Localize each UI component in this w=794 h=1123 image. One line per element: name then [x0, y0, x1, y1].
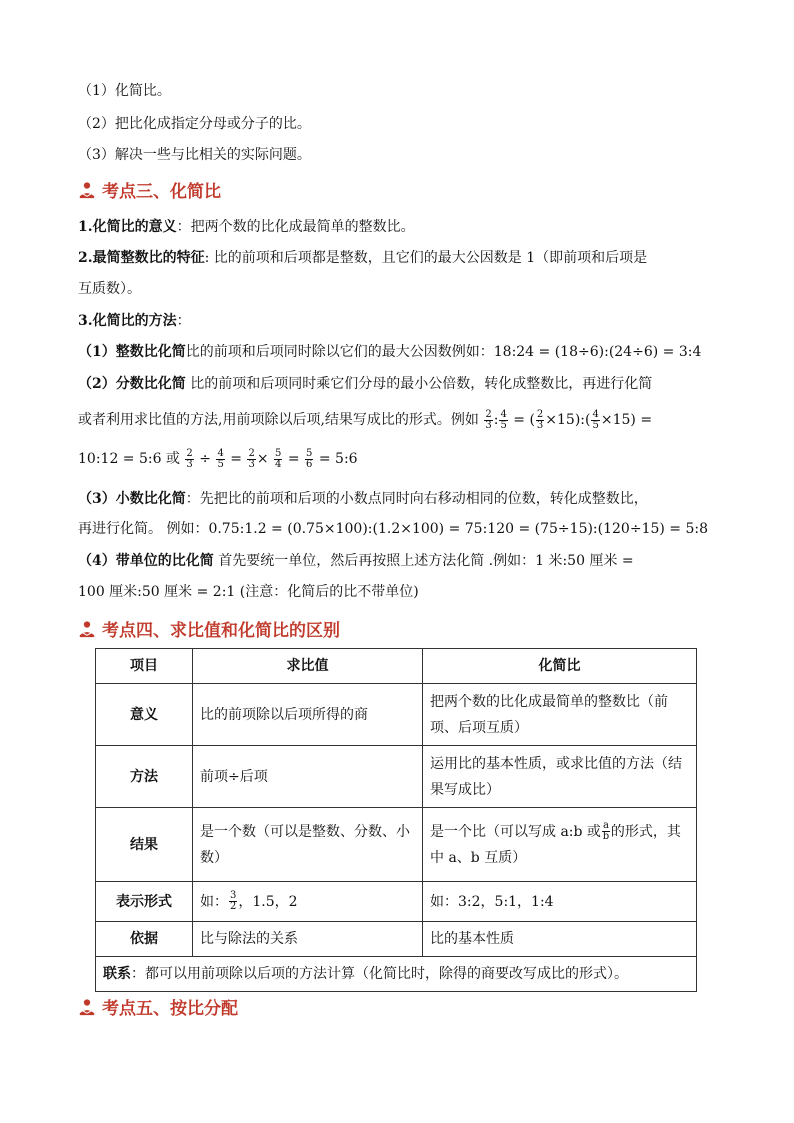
method-unit: [78, 550, 724, 572]
row-label: 表示形式: [96, 882, 193, 922]
method-decimal: [78, 488, 724, 510]
section-heading-5: [78, 994, 238, 1019]
term-label: 2.最简整数比的特征: [78, 250, 205, 266]
intro-line-1: （1）化简比。: [78, 83, 171, 99]
table-cell: 是一个数（可以是整数、分数、小数）: [193, 808, 423, 882]
table-cell: 是一个比（可以写成 a:b 或 $\frac{a}{b}$ 的形式，其中 a、b 互质）: [423, 808, 697, 882]
method-integer: [78, 341, 724, 363]
method-text: 10:12 = 5:6 或: [78, 451, 180, 467]
row-label: 结果: [96, 808, 193, 882]
method-decimal-cont: 再进行化简。 例如：0.75:1.2 = (0.75×100):(1.2×100) = 75:120 = (75÷15):(120÷15) = 5:8: [78, 521, 709, 537]
method-fraction-result: 10:12 = 5:6 或 $\frac{2}{3}$ ÷ $\frac{4}{5}$ = $\frac{2}{3}$ × $\frac{5}{4}$ = $\frac{5}{6}$ = 5:6: [78, 447, 358, 470]
reader-icon: [78, 181, 96, 199]
paragraph-feature-cont: 互质数）。: [78, 281, 141, 297]
term-text: : 比的前项和后项都是整数，且它们的最大公因数是 1（即前项和后项是: [204, 250, 648, 266]
table-cell: 比的基本性质: [423, 922, 697, 957]
table-cell: 比的前项除以后项所得的商: [193, 684, 423, 746]
cell-text: 是一个比（可以写成 a:b 或: [430, 823, 601, 840]
row-label: 方法: [96, 746, 193, 808]
table-cell: 如： $\frac{3}{2}$ ，1.5，2: [193, 882, 423, 922]
term-text: ：: [176, 313, 191, 329]
table-row: [96, 808, 697, 882]
table-cell: 把两个数的比化成最简单的整数比（前项、后项互质）: [423, 684, 697, 746]
reader-icon: [78, 620, 96, 638]
table-row-link: [96, 957, 697, 992]
table-row: [96, 684, 697, 746]
paragraph-meaning: [78, 216, 724, 238]
method-fraction: [78, 373, 724, 395]
method-label: （2）分数比化简: [78, 376, 186, 392]
table-row: [96, 746, 697, 808]
cell-text: 的形式，其中 a、b 互质）: [430, 823, 681, 866]
term-label: 3.化简比的方法: [78, 313, 177, 329]
cell-text: 如：: [200, 893, 228, 910]
method-fraction-cont: 或者利用求比值的方法,用前项除以后项,结果写成比的形式。例如 $\frac{2}{3}$ : $\frac{4}{5}$ = ( $\frac{2}{3}$ ×15):( $\frac{4}{5}$ ×15) =: [78, 408, 653, 431]
header-cell: 求比值: [193, 649, 423, 684]
intro-line-2: （2）把比化成指定分母或分子的比。: [78, 116, 311, 132]
paragraph-method: [78, 310, 724, 332]
row-label: 意义: [96, 684, 193, 746]
method-unit-cont: 100 厘米:50 厘米 = 2:1 (注意：化简后的比不带单位): [78, 584, 419, 600]
link-label: 联系: [103, 966, 131, 982]
row-label: 依据: [96, 922, 193, 957]
term-text: ：把两个数的比化成最简单的整数比。: [176, 219, 415, 235]
section-heading-3: [78, 177, 221, 202]
link-cell: [96, 957, 697, 992]
method-text: 首先要统一单位，然后再按照上述方法化简 .例如：1 米:50 厘米 =: [213, 553, 634, 569]
method-text: 比的前项和后项同时除以它们的最大公因数例如：18:24 = (18÷6):(24÷6) = 3:4: [185, 344, 702, 360]
method-text: 比的前项和后项同时乘它们分母的最小公倍数，转化成整数比，再进行化简: [185, 376, 653, 392]
term-label: 1.化简比的意义: [78, 219, 177, 235]
section-heading-4: [78, 616, 340, 641]
table-header-row: [96, 649, 697, 684]
table-cell: 比与除法的关系: [193, 922, 423, 957]
cell-text: ，1.5，2: [238, 893, 298, 910]
table-cell: 运用比的基本性质，或求比值的方法（结果写成比）: [423, 746, 697, 808]
comparison-table: [95, 648, 697, 992]
section-title: 考点四、求比值和化简比的区别: [102, 621, 340, 641]
table-row: [96, 922, 697, 957]
method-label: （1）整数比化简: [78, 344, 186, 360]
method-label: （4）带单位的比化简: [78, 553, 214, 569]
section-title: 考点三、化简比: [102, 182, 221, 202]
method-text: ：先把比的前项和后项的小数点同时向右移动相同的位数，转化成整数比，: [185, 491, 648, 507]
method-label: （3）小数比化简: [78, 491, 186, 507]
table-cell: 如：3:2，5:1，1:4: [423, 882, 697, 922]
header-cell: 项目: [96, 649, 193, 684]
paragraph-feature: [78, 247, 724, 269]
intro-line-3: （3）解决一些与比相关的实际问题。: [78, 147, 311, 163]
section-title: 考点五、按比分配: [102, 999, 238, 1019]
table-cell: 前项÷后项: [193, 746, 423, 808]
header-cell: 化简比: [423, 649, 697, 684]
table-row: [96, 882, 697, 922]
reader-icon: [78, 998, 96, 1016]
method-text: 或者利用求比值的方法,用前项除以后项,结果写成比的形式。例如: [78, 412, 479, 428]
link-text: ：都可以用前项除以后项的方法计算（化简比时，除得的商要改写成比的形式）。: [131, 966, 628, 982]
